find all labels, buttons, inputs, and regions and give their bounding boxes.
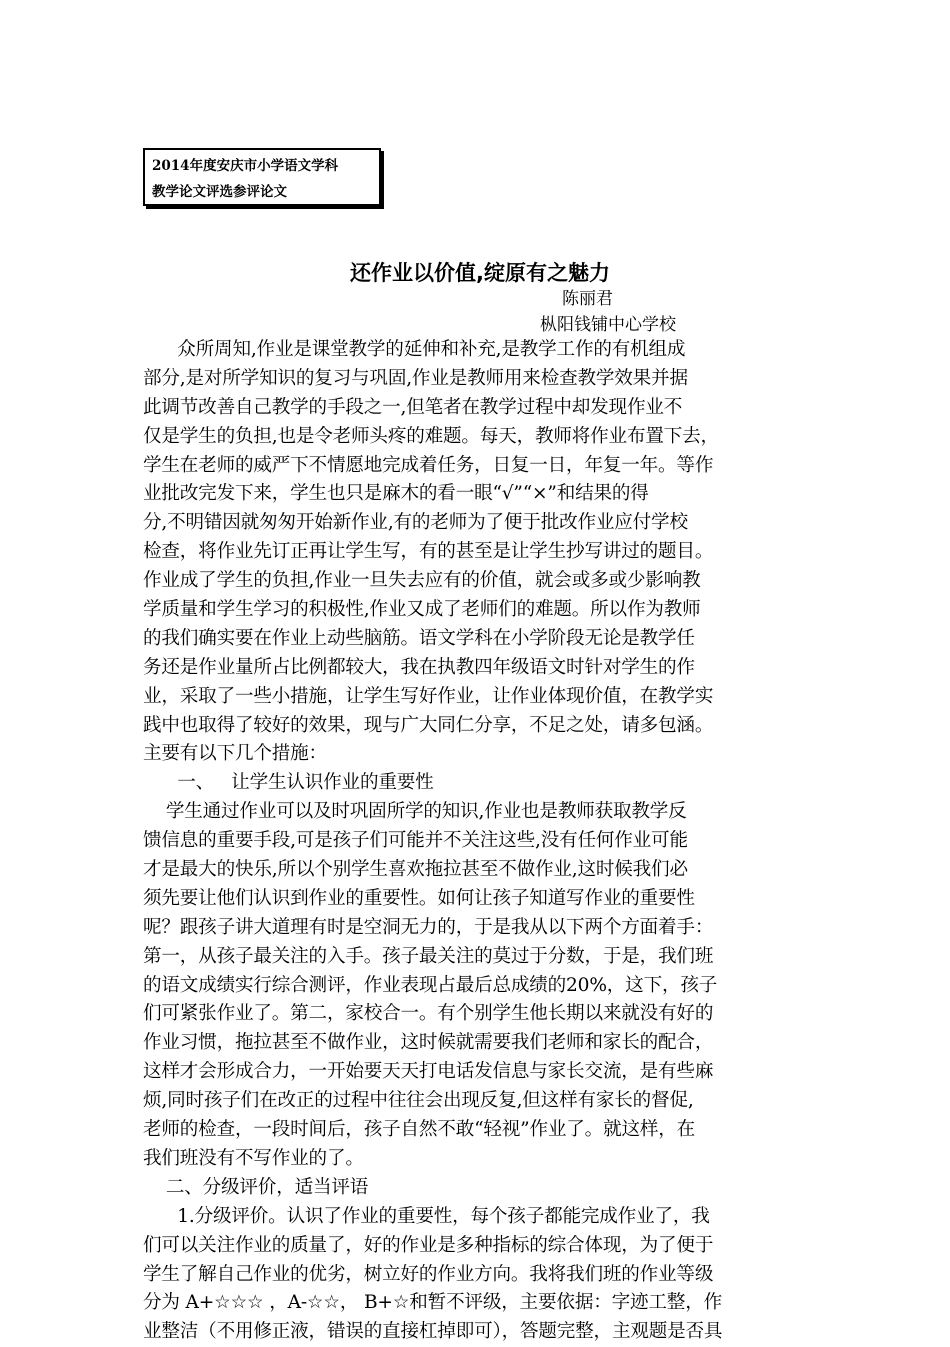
body-line: 这样才会形成合力，一开始要天天打电话发信息与家长交流，是有些麻 (143, 1061, 714, 1083)
body-line: 的我们确实要在作业上动些脑筋。语文学科在小学阶段无论是教学任 (143, 627, 695, 649)
body-line: 分,不明错因就匆匆开始新作业,有的老师为了便于批改作业应付学校 (143, 512, 688, 534)
body-line: 的语文成绩实行综合测评，作业表现占最后总成绩的20%，这下，孩子 (143, 974, 718, 996)
body-line: 我们班没有不写作业的了。 (143, 1147, 364, 1169)
body-line: 第一，从孩子最关注的入手。孩子最关注的莫过于分数，于是，我们班 (143, 945, 714, 967)
body-line: 部分,是对所学知识的复习与巩固,作业是教师用来检查教学效果并据 (143, 367, 688, 389)
body-line: 业批改完发下来，学生也只是麻木的看一眼“√”“×”和结果的得 (143, 483, 649, 505)
body-line: 分为 A+☆☆☆ ，A-☆☆， B+☆和暂不评级，主要依据：字迹工整，作 (143, 1292, 722, 1314)
label-line-2: 教学论文评选参评论文 (152, 184, 287, 200)
body-line: 践中也取得了较好的效果，现与广大同仁分享，不足之处，请多包涵。 (143, 714, 714, 736)
author-name: 陈丽君 (562, 289, 613, 309)
body-line: 检查，将作业先订正再让学生写，有的甚至是让学生抄写讲过的题目。 (143, 541, 714, 563)
body-line: 学质量和学生学习的积极性,作业又成了老师们的难题。所以作为教师 (143, 599, 701, 621)
body-line: 才是最大的快乐,所以个别学生喜欢拖拉甚至不做作业,这时候我们必 (143, 859, 688, 881)
page-title: 还作业以价值,绽原有之魅力 (350, 261, 610, 285)
body-line: 仅是学生的负担,也是令老师头疼的难题。每天，教师将作业布置下去， (143, 425, 719, 447)
body-line: 业，采取了一些小措施，让学生写好作业，让作业体现价值，在教学实 (143, 685, 714, 707)
body-line: 须先要让他们认识到作业的重要性。如何让孩子知道写作业的重要性 (143, 887, 695, 909)
body-line: 作业习惯，拖拉甚至不做作业，这时候就需要我们老师和家长的配合， (143, 1032, 714, 1054)
body-line: 二、分级评价，适当评语 (143, 1176, 369, 1198)
body-line: 作业成了学生的负担,作业一旦失去应有的价值，就会或多或少影响教 (143, 570, 701, 592)
author-school: 枞阳钱铺中心学校 (540, 315, 676, 335)
body-line: 学生了解自己作业的优劣，树立好的作业方向。我将我们班的作业等级 (143, 1263, 714, 1285)
article-body (143, 336, 833, 1347)
body-line: 烦,同时孩子们在改正的过程中往往会出现反复,但这样有家长的督促, (143, 1090, 694, 1112)
label-line-1: 2014年度安庆市小学语文学科 (152, 158, 339, 174)
body-line: 学生通过作业可以及时巩固所学的知识,作业也是教师获取教学反 (143, 801, 687, 823)
body-line: 主要有以下几个措施： (143, 743, 327, 765)
body-line: 馈信息的重要手段,可是孩子们可能并不关注这些,没有任何作业可能 (143, 830, 688, 852)
body-line: 老师的检查，一段时间后，孩子自然不敢“轻视”作业了。就这样，在 (143, 1119, 696, 1141)
body-line: 众所周知,作业是课堂教学的延伸和补充,是教学工作的有机组成 (143, 339, 686, 360)
paper-label-box (143, 148, 381, 206)
body-line: 业整洁（不用修正液，错误的直接杠掉即可），答题完整，主观题是否具 (143, 1321, 723, 1343)
body-line: 此调节改善自己教学的手段之一,但笔者在教学过程中却发现作业不 (143, 396, 683, 418)
body-line: 们可紧张作业了。第二，家校合一。有个别学生他长期以来就没有好的 (143, 1003, 714, 1025)
body-line: 学生在老师的威严下不情愿地完成着任务，日复一日，年复一年。等作 (143, 454, 714, 476)
body-line: 1.分级评价。认识了作业的重要性，每个孩子都能完成作业了，我 (143, 1205, 710, 1227)
body-line: 务还是作业量所占比例都较大，我在执教四年级语文时针对学生的作 (143, 656, 695, 678)
body-line: 一、 让学生认识作业的重要性 (143, 772, 434, 794)
body-line: 呢？跟孩子讲大道理有时是空洞无力的，于是我从以下两个方面着手： (143, 916, 714, 938)
body-line: 们可以关注作业的质量了，好的作业是多种指标的综合体现，为了便于 (143, 1234, 714, 1256)
